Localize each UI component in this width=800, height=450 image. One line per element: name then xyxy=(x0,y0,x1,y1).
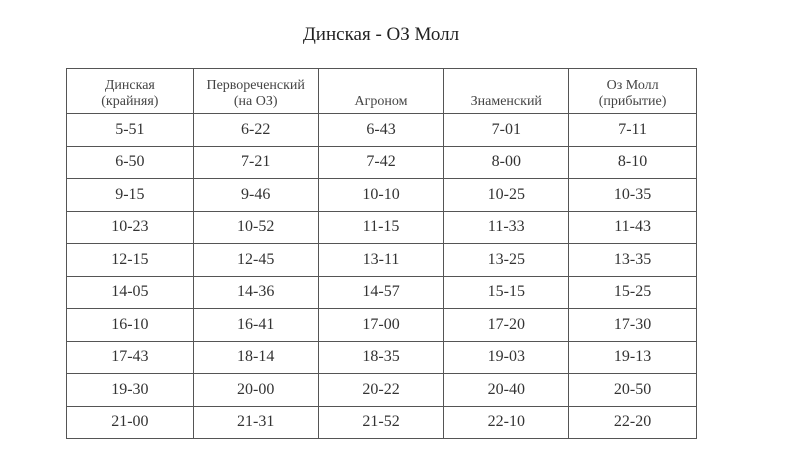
header-label: Динская xyxy=(104,78,155,93)
time-cell: 19-03 xyxy=(444,341,569,374)
time-cell: 10-35 xyxy=(569,179,697,212)
time-cell: 6-22 xyxy=(193,114,318,147)
time-cell: 8-10 xyxy=(569,146,697,179)
table-row xyxy=(67,114,697,147)
time-cell: 8-00 xyxy=(444,146,569,179)
time-cell: 10-52 xyxy=(193,211,318,244)
time-cell: 20-50 xyxy=(569,374,697,407)
time-cell: 22-10 xyxy=(444,406,569,439)
time-cell: 7-42 xyxy=(318,146,444,179)
header-sublabel: (на ОЗ) xyxy=(233,94,278,109)
time-cell: 6-43 xyxy=(318,114,444,147)
time-cell: 19-30 xyxy=(67,374,194,407)
column-header xyxy=(193,69,318,114)
time-cell: 6-50 xyxy=(67,146,194,179)
schedule-table xyxy=(66,68,697,439)
table-row xyxy=(67,146,697,179)
header-label: Агроном xyxy=(354,94,408,109)
time-cell: 13-25 xyxy=(444,244,569,277)
time-cell: 14-57 xyxy=(318,276,444,309)
time-cell: 20-00 xyxy=(193,374,318,407)
header-sublabel: (прибытие) xyxy=(598,94,667,109)
table-row xyxy=(67,374,697,407)
table-row xyxy=(67,211,697,244)
time-cell: 15-15 xyxy=(444,276,569,309)
time-cell: 17-20 xyxy=(444,309,569,342)
time-cell: 18-14 xyxy=(193,341,318,374)
table-row xyxy=(67,341,697,374)
table-row xyxy=(67,406,697,439)
time-cell: 17-00 xyxy=(318,309,444,342)
table-row xyxy=(67,244,697,277)
time-cell: 9-15 xyxy=(67,179,194,212)
time-cell: 18-35 xyxy=(318,341,444,374)
table-row xyxy=(67,276,697,309)
table-row xyxy=(67,309,697,342)
time-cell: 10-25 xyxy=(444,179,569,212)
header-label: Знаменский xyxy=(470,94,542,109)
header-label: Первореченский xyxy=(206,78,305,93)
time-cell: 16-10 xyxy=(67,309,194,342)
time-cell: 21-31 xyxy=(193,406,318,439)
time-cell: 13-35 xyxy=(569,244,697,277)
time-cell: 14-05 xyxy=(67,276,194,309)
time-cell: 16-41 xyxy=(193,309,318,342)
time-cell: 12-45 xyxy=(193,244,318,277)
time-cell: 17-43 xyxy=(67,341,194,374)
time-cell: 7-01 xyxy=(444,114,569,147)
column-header xyxy=(67,69,194,114)
time-cell: 21-00 xyxy=(67,406,194,439)
time-cell: 10-10 xyxy=(318,179,444,212)
time-cell: 7-11 xyxy=(569,114,697,147)
header-row xyxy=(67,69,697,114)
time-cell: 11-15 xyxy=(318,211,444,244)
document-title: Динская - ОЗ Молл xyxy=(302,24,460,45)
time-cell: 17-30 xyxy=(569,309,697,342)
time-cell: 19-13 xyxy=(569,341,697,374)
time-cell: 9-46 xyxy=(193,179,318,212)
time-cell: 11-43 xyxy=(569,211,697,244)
time-cell: 10-23 xyxy=(67,211,194,244)
time-cell: 5-51 xyxy=(67,114,194,147)
time-cell: 12-15 xyxy=(67,244,194,277)
time-cell: 15-25 xyxy=(569,276,697,309)
time-cell: 20-40 xyxy=(444,374,569,407)
time-cell: 7-21 xyxy=(193,146,318,179)
time-cell: 11-33 xyxy=(444,211,569,244)
time-cell: 20-22 xyxy=(318,374,444,407)
time-cell: 21-52 xyxy=(318,406,444,439)
column-header xyxy=(444,69,569,114)
table-body xyxy=(67,114,697,439)
time-cell: 14-36 xyxy=(193,276,318,309)
time-cell: 22-20 xyxy=(569,406,697,439)
time-cell: 13-11 xyxy=(318,244,444,277)
header-label: Оз Молл xyxy=(606,78,659,93)
column-header xyxy=(318,69,444,114)
table-row xyxy=(67,179,697,212)
header-sublabel: (крайняя) xyxy=(101,94,159,109)
column-header xyxy=(569,69,697,114)
table-header xyxy=(67,69,697,114)
